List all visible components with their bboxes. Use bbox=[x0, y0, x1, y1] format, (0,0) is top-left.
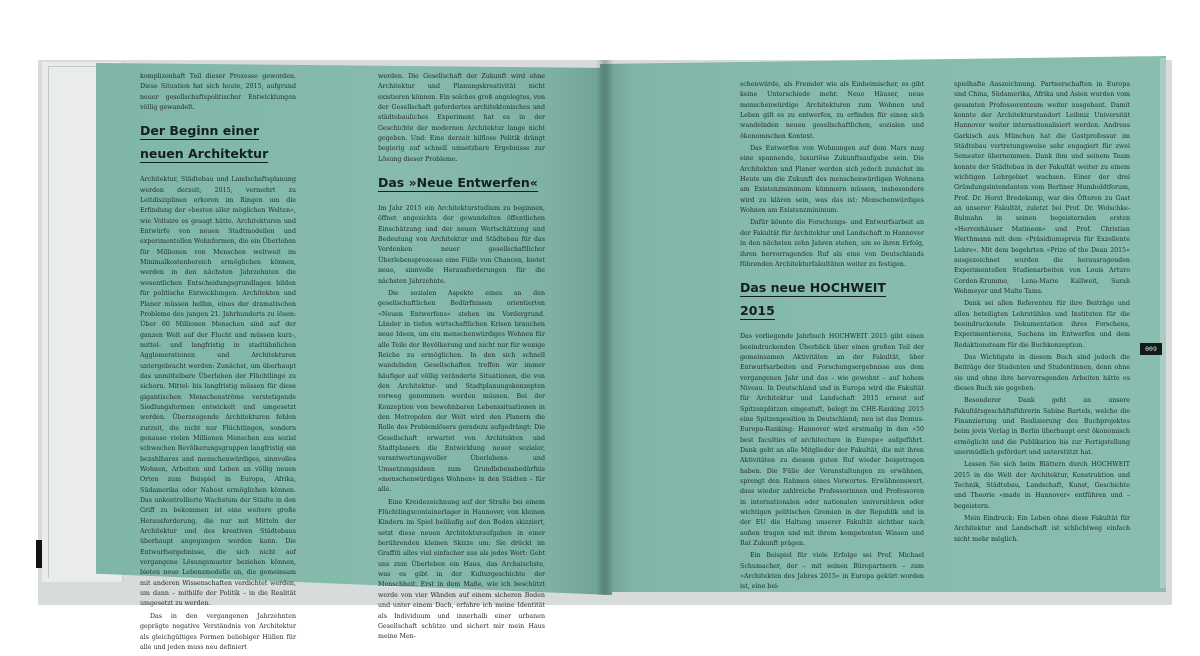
paragraph: Die sozialen Aspekte eines an den gesellschaftlichen Bedürfnissen orientierten »Neuen Entwerfens« stehen im Vordergrund. Länder in tiefen wirtschaftlichen Krisen brauchen neue Ideen, um ein menschenwürdiges Wohnen für alle Teile der Bevölkerung und nicht nur für wenige Reiche zu ermöglichen. In den sich schnell wandelnden Gesellschaften treffen wir immer häufiger auf völlig veränderte Situationen, die von den Architektur- und Stadtplanungskonzepten vorweg genommen werden müssen. Bei der Konzeption von bewohnbaren Lebenssituationen in den Metropolen der Welt wird den Planern die Rolle des Problemlösers geradezu aufgedrängt: Die Gesellschaft erwartet von Architekten und Stadtplanern die Entwicklung neuer sozialer, verantwortungsvoller Überlebens- und Umsetzungsideen zum Grundlebensbedürfnis »menschenwürdiges Wohnen« in den Städten – für alle. bbox=[378, 289, 545, 494]
paragraph: schenwürde, als Fremder wie als Einheimischer, es gibt keine Unterschiede mehr. Neue Häuser, neue menschenwürdige Architekturen zum Wohnen und Leben gilt es zu entwerfen, zu erfinden für einen sich wandelnden neuen gesellschaftlichen, sozialen und ökonomischen Kontext. bbox=[740, 81, 924, 140]
heading-text: Das »Neue Entwerfen« bbox=[378, 175, 538, 191]
heading-text: Der Beginn einer neuen Architektur bbox=[140, 123, 269, 162]
paragraph: werden. Die Gesellschaft der Zukunft wird ohne Architektur und Planungskreativität nicht existieren können. Ein solches groß angelegtes, von der Gesellschaft gefordertes architektonisches und städtebauliches Experiment hat es in der Geschichte der modernen Architektur lange nicht gegeben. Und: Eine derzeit hilflose Politik drängt begierig auf schnell umsetzbare Ergebnisse zur Lösung dieser Probleme. bbox=[378, 73, 545, 163]
paragraph: Das in den vergangenen Jahrzehnten geprägte negative Verständnis von Architektur als gleichgültiges Formen beliebiger Hüllen für alle und jeden muss neu definiert bbox=[140, 612, 296, 651]
paragraph: komplizenhaft Teil dieser Prozesse geworden. Diese Situation hat sich heute, 2015, aufgrund neuer gesellschaftspolitischer Entwicklungen völlig gewandelt. bbox=[140, 73, 296, 112]
right-column-2 bbox=[954, 80, 1130, 580]
paragraph: Dank sei allen Referenten für ihre Beiträge und allen beteiligten Lehrstühlen und Instituten für die beeindruckende Dokumentation ihres Forschens, Experimentierens, Suchens im Entwerfen und dem Redaktionsteam für die Buchkonzeption. bbox=[954, 300, 1130, 349]
paragraph: Lassen Sie sich beim Blättern durch HOCHWEIT 2015 in die Welt der Architektur, Konstruktion und Technik, Städtebau, Landschaft, Kunst, Geschichte und Theorie »made in Hannover« entführen und – begeistern. bbox=[954, 461, 1130, 510]
paragraph: Das Wichtigste in diesem Buch sind jedoch die Beiträge der Studenten und Studentinnen, denn ohne sie und ohne ihre hervorragenden Arbeiten hätte es dieses Buch nie gegeben. bbox=[954, 353, 1130, 392]
paragraph: Ein Beispiel für viele Erfolge sei Prof. Michael Schumacher, der – mit seinen Büropartnern – zum »Architekten des Jahres 2015« in Europa gekürt worden ist, eine bei- bbox=[740, 552, 924, 591]
paragraph: Besonderer Dank geht an unsere Fakultätsgeschäftsführerin Sabine Bartels, welche die Finanzierung und Realisierung des Buchprojektes beim jovis Verlag in Berlin überhaupt erst ökonomisch ermöglicht und die Publikation bis zur Fertigstellung unermüdlich gefördert und unterstützt hat. bbox=[954, 397, 1130, 457]
left-column-2 bbox=[378, 72, 545, 641]
left-column-1 bbox=[140, 72, 296, 651]
right-page-edge bbox=[1160, 58, 1166, 588]
paragraph: Das vorliegende Jahrbuch HOCHWEIT 2015 gibt einen beeindruckenden Überblick über einen großen Teil der gemeinsamen Aktivitäten an der Fakultät, über Entwurfsarbeiten und Forschungsergebnisse aus dem vergangenen Jahr und das – wie gewohnt – auf hohem Niveau. In Deutschland und in Europa wird die Fakultät für Architektur und Landschaft 2015 erneut auf Spitzenplätzen eingestuft, belegt im CHE-Ranking 2015 eine Spitzenposition in Deutschland; neu ist das Domus-Europa-Ranking: Hannover wird erstmalig in den »50 best faculties of architecture in Europe« aufgeführt. Dank geht an alle Mitglieder der Fakultät, die mit ihren Aktivitäten zu diesem guten Ruf wieder beigetragen haben. Die Fülle der Veranstaltungen zu erwähnen, sprengt den Rahmen eines Vorwortes. Erwähnenswert, dass wieder zahlreiche Professorinnen und Professoren in internationalen oder nationalen universitären oder wichtigen politischen Gremien in der Republik und in der EU die Haltung unserer Fakultät sichtbar nach außen tragen und mit ihrem kompetenten Wissen und Rat Zukunft prägen. bbox=[740, 333, 924, 548]
paragraph: Mein Eindruck: Ein Leben ohne diese Fakultät für Architektur und Landschaft ist schlichtweg einfach nicht mehr möglich. bbox=[954, 515, 1130, 543]
paragraph: Das Entwerfen von Wohnungen auf dem Mars mag eine spannende, luxuriöse Zukunftsaufgabe sein. Die Architekten und Planer werden sich jedoch zunächst im Heute um die Zukunft des menschenwürdigen Wohnens am Existenzminimum kümmern müssen, insbesondere wird zu klären sein, was das ist: Menschenwürdiges Wohnen am Existenzminimum. bbox=[740, 145, 924, 215]
bookmark-tab bbox=[36, 540, 42, 568]
paragraph: spielhafte Auszeichnung. Partnerschaften in Europa und China, Südamerika, Afrika und Asien wurden vom gesamten Professorenteam weiter ausgebaut. Damit konnte der Architekturstandort Leibniz Universität Hannover weiter internationalisiert werden. Andreas Garkisch aus München hat die Gastprofessur im Städtebau vertretungsweise sehr engagiert für zwei Semester übernommen. Dank ihm und seinem Team konnte der Städtebau in der Fakultät weiter zu einem wichtigen Lehrgebiet wachsen. Einer der drei Gründungsintendanten vom Berliner Humboldtforum, Prof. Dr. Horst Bredekamp, war des Öfteren zu Gast an unserer Fakultät, zuletzt bei Prof. Dr. Wolschke-Bulmahn in seinen begeisternden ersten »Herrenhäuser Matineen« und Prof. Christian Werthmann mit dem »Präsidiumspreis für Exzellente Lehre«. Mit dem begehrten »Prize of the Dean 2015« ausgezeichnet wurden die herausragenden Experimentellen Studienarbeiten von Louis Arturo Cordon-Krumme, Lena-Marie Kallweit, Sarah Wehmeyer und Malte Tams. bbox=[954, 81, 1130, 295]
section-heading bbox=[140, 119, 296, 165]
paragraph: Dafür könnte die Forschungs- und Entwurfsarbeit an der Fakultät für Architektur und Landschaft in Hannover in den nächsten zehn Jahren stehen, um so ihren Erfolg, ihren hervorragenden Ruf als eine von Deutschlands führenden Architekturfakultäten weiter zu festigen. bbox=[740, 219, 924, 268]
right-column-1 bbox=[740, 80, 924, 591]
paragraph: Architektur, Städtebau und Landschaftsplanung werden derzeit, 2015, vermehrt zu Leitdisziplinen erkoren im Ringen um die Erfindung der »besten aller möglichen Welten«, wie Voltaire es gesagt hätte. Architekturen und Entwürfe von neuen Stadtmodellen und experimentellen Wohnformen, die ein Überleben für Millionen von Menschen weltweit im Minimalkostenbereich ermöglichen können, werden in den nächsten Jahrzehnten die wesentlichen Entscheidungsgrundlagen bilden für politische Entwicklungen. Architekten und Planer müssen helfen, eines der dramatischen Probleme des jungen 21. Jahrhunderts zu lösen: Über 60 Millionen Menschen sind auf der ganzen Welt auf der Flucht und müssen kurz-, mittel- und langfristig in stadtähnlichen Agglomerationen und Architekturen untergebracht werden: Zunächst, um überhaupt das unmittelbare Überleben der Flüchtlinge zu sichern. Mittel- bis langfristig müssen für diese gigantischen Menschenströme verstetigende Siedlungsformen entwickelt und umgesetzt werden. Überzeugende Architekturen fehlen zurzeit, die nicht nur Flüchtlingen, sondern genauso vielen Millionen Menschen aus sozial schwachen Bevölkerungsgruppen langfristig ein bezahlbares und menschenwürdiges, sinnvolles Wohnen, Arbeiten und Leben an völlig neuen Orten zum Beispiel in Europa, Afrika, Südamerika oder Nahost ermöglichen können. Das unkontrollierte Wachstum der Städte in den Griff zu bekommen ist eine weitere große Herausforderung, die nur mit Mitteln der Architektur und des kreativen Städtebaus überhaupt angegangen werden kann. Die Entwurfsergebnisse, die sich nicht auf vergangene Lösungsmuster beziehen können, bieten neue Lebensmodelle an, die gemeinsam mit anderen Wissenschaften verdichtet werden, um dann – mithilfe der Politik – in die Realität umgesetzt zu werden. bbox=[140, 176, 296, 608]
paragraph: Eine Kreidezeichnung auf der Straße bei einem Flüchtlingscontainerlager in Hannover, von kleinen Kindern im Spiel beiläufig auf den Boden skizziert, setzt diese neuen Architekturaufgaben in einer berührenden kleinen Skizze um: Sie drückt im Graffiti alles viel einfacher aus als jedes Wort: Gebt uns zum Überleben ein Haus, das Archaischste, was es gibt in der Kulturgeschichte der Menschheit. Erst in dem Maße, wie ich beschützt werde von vier Wänden auf einem sicheren Boden und unter einem Dach, erfahre ich meine Identität als Individuum und innerhalb einer urbanen Gesellschaft schütze und sichert mir mein Haus meine Men- bbox=[378, 498, 545, 641]
paragraph: Im Jahr 2015 ein Architekturstudium zu beginnen, öffnet angesichts der gewandelten öffentlichen Einschätzung und der neuen Wertschätzung und Bedeutung von Architektur und Städtebau für das Vordenken neuer gesellschaftlicher Überlebensprozesse eine Fülle von Chancen, bietet neue, sinnvolle Herausforderungen für die nächsten Jahrzehnte. bbox=[378, 205, 545, 285]
section-heading bbox=[378, 171, 545, 194]
page-number: 009 bbox=[1140, 343, 1162, 355]
book-gutter bbox=[596, 60, 614, 595]
heading-text: Das neue HOCHWEIT 2015 bbox=[740, 280, 886, 319]
section-heading bbox=[740, 276, 924, 322]
